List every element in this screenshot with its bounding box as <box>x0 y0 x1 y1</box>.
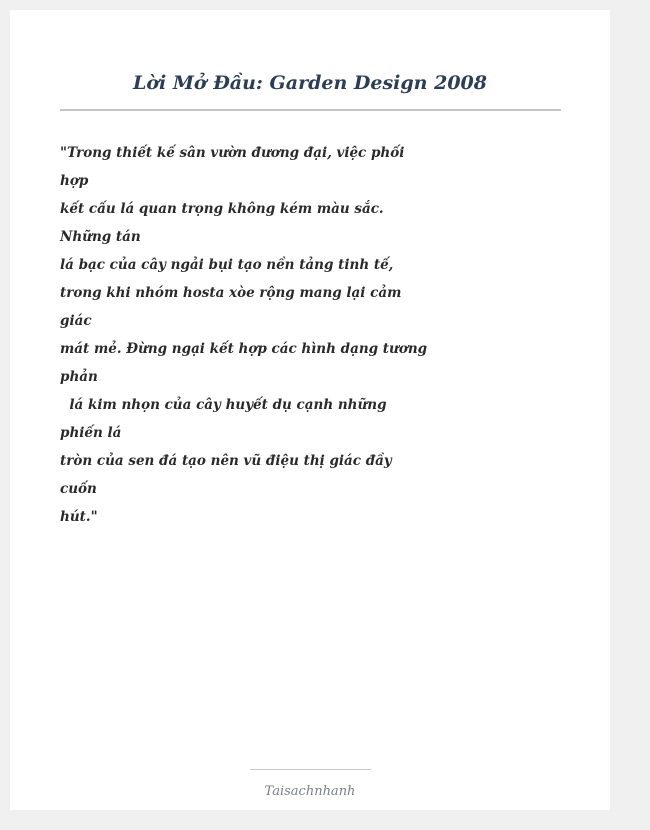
body-line: trong khi nhóm hosta xòe rộng mang lại cảm <box>60 285 402 301</box>
body-line: giác <box>60 313 92 329</box>
body-line: "Trong thiết kế sân vườn đương đại, việc phối <box>60 145 405 161</box>
body-line: hợp <box>60 173 89 189</box>
title-divider <box>60 109 561 111</box>
body-line: kết cấu lá quan trọng không kém màu sắc. <box>60 201 384 217</box>
body-line: phản <box>60 369 98 385</box>
footer-text: Taisachnhanh <box>264 784 356 799</box>
body-text <box>60 139 480 531</box>
footer-divider <box>250 769 371 770</box>
body-line: Những tán <box>60 229 141 245</box>
body-line: lá kim nhọn của cây huyết dụ cạnh những <box>60 397 387 413</box>
body-line: tròn của sen đá tạo nên vũ điệu thị giác đầy <box>60 453 392 469</box>
body-line: cuốn <box>60 481 97 497</box>
body-line: mát mẻ. Đừng ngại kết hợp các hình dạng tương <box>60 341 428 357</box>
document-page <box>10 10 610 810</box>
body-line: lá bạc của cây ngải bụi tạo nền tảng tinh tế, <box>60 257 394 273</box>
body-line: phiến lá <box>60 425 122 441</box>
page-title: Lời Mở Đầu: Garden Design 2008 <box>133 72 487 94</box>
body-line: hút." <box>60 509 98 525</box>
